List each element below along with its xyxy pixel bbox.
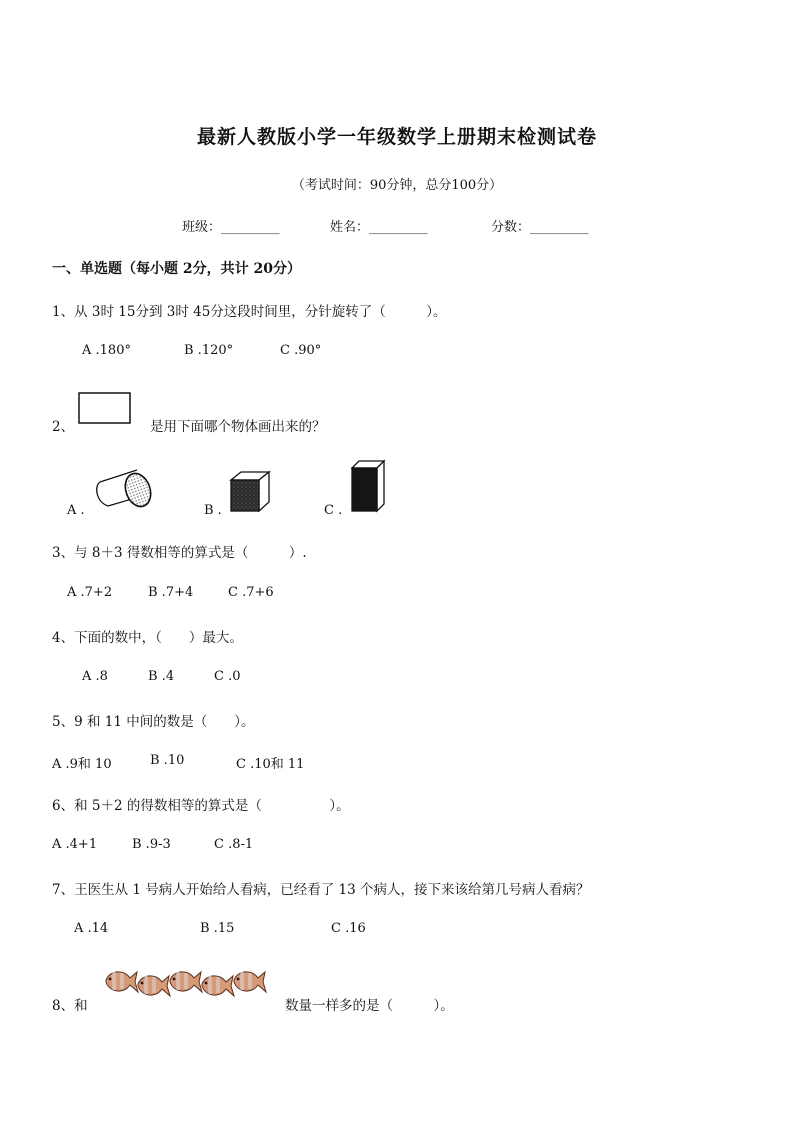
cylinder-image (92, 468, 154, 514)
fish-icon (170, 972, 202, 992)
question-6-option-b[interactable]: B .9-3 (132, 837, 171, 852)
question-1-option-c[interactable]: C .90° (280, 343, 322, 358)
question-7-stem: 7、王医生从 1 号病人开始给人看病，已经看了 13 个病人，接下来该给第几号病人看病？ (52, 882, 590, 898)
question-5-option-a[interactable]: A .9和 10 (52, 757, 112, 772)
rectangle-drawing-image (78, 392, 132, 426)
question-7-option-a[interactable]: A .14 (74, 921, 109, 936)
question-2-option-a[interactable]: A . (67, 503, 85, 518)
page-title: 最新人教版小学一年级数学上册期末检测试卷 (196, 126, 597, 148)
question-6-option-a[interactable]: A .4+1 (52, 837, 98, 852)
question-4-option-c[interactable]: C .0 (214, 669, 241, 684)
question-1-option-b[interactable]: B .120° (184, 343, 234, 358)
question-2-number: 2、 (52, 419, 75, 435)
fish-icon (234, 972, 266, 992)
question-3-option-a[interactable]: A .7+2 (67, 585, 113, 600)
question-3-option-c[interactable]: C .7+6 (228, 585, 274, 600)
exam-subtitle: （考试时间：90分钟，总分100分） (291, 178, 503, 193)
name-field[interactable]: 姓名：_________ (330, 220, 428, 235)
question-7-option-b[interactable]: B .15 (200, 921, 235, 936)
cube-image (229, 470, 271, 514)
score-field[interactable]: 分数：_________ (491, 220, 589, 235)
question-8-stem: 数量一样多的是（ ）。 (285, 998, 454, 1014)
question-5-option-b[interactable]: B .10 (150, 753, 185, 768)
question-4-option-b[interactable]: B .4 (148, 669, 175, 684)
question-4-option-a[interactable]: A .8 (82, 669, 108, 684)
question-8-number: 8、和 (52, 998, 88, 1014)
question-1-option-a[interactable]: A .180° (82, 343, 131, 358)
question-4-stem: 4、下面的数中，（ ）最大。 (52, 630, 243, 646)
question-6-option-c[interactable]: C .8-1 (214, 837, 254, 852)
fish-icon (202, 976, 234, 996)
fish-icon (138, 976, 170, 996)
question-6-stem: 6、和 5＋2 的得数相等的算式是（ ）。 (52, 798, 350, 814)
question-3-stem: 3、与 8＋3 得数相等的算式是（ ）. (52, 545, 307, 561)
five-fish-image (104, 966, 270, 1002)
rectangular-prism-image (350, 460, 386, 514)
question-5-stem: 5、9 和 11 中间的数是（ ）。 (52, 714, 255, 730)
question-5-option-c[interactable]: C .10和 11 (236, 757, 305, 772)
question-1-stem: 1、从 3时 15分到 3时 45分这段时间里，分针旋转了（ ）。 (52, 304, 447, 320)
question-2-option-c[interactable]: C . (324, 503, 343, 518)
fish-icon (106, 972, 138, 992)
question-2-option-b[interactable]: B . (204, 503, 222, 518)
question-2-stem: 是用下面哪个物体画出来的？ (150, 419, 326, 435)
question-3-option-b[interactable]: B .7+4 (148, 585, 194, 600)
question-7-option-c[interactable]: C .16 (331, 921, 366, 936)
class-field[interactable]: 班级：_________ (182, 220, 280, 235)
section-title: 一、单选题（每小题 2分，共计 20分） (52, 261, 301, 277)
